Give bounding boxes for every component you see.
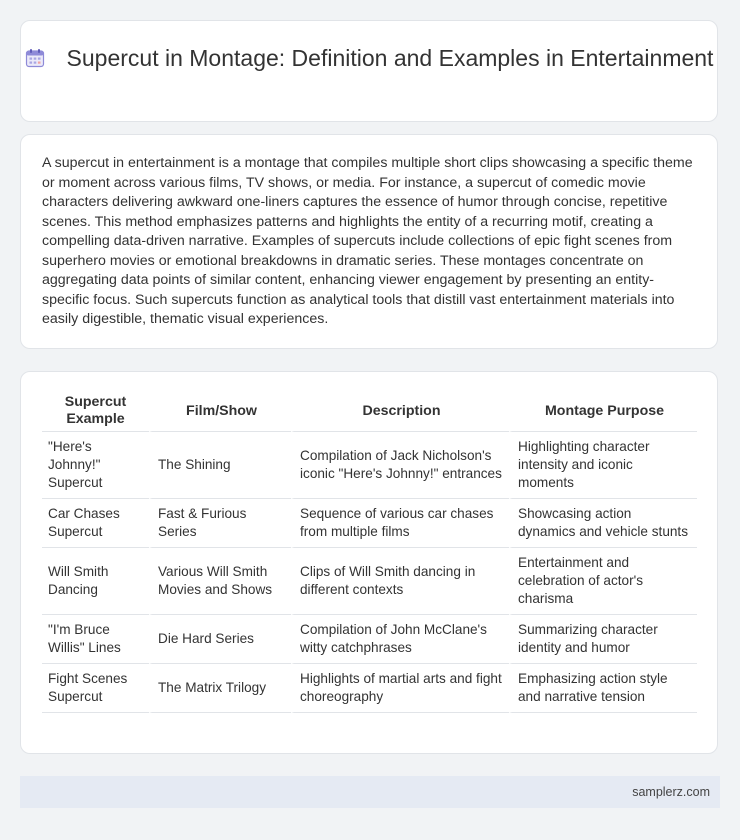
table-cell: Summarizing character identity and humor xyxy=(509,615,697,664)
table-cell: Highlights of martial arts and fight choreography xyxy=(291,664,509,713)
table-cell: The Shining xyxy=(149,432,291,499)
column-header: Description xyxy=(291,390,509,432)
intro-card xyxy=(20,134,718,349)
table-cell: Fast & Furious Series xyxy=(149,499,291,548)
column-header: Montage Purpose xyxy=(509,390,697,432)
table-cell: Highlighting character intensity and iconic moments xyxy=(509,432,697,499)
table-cell: Fight Scenes Supercut xyxy=(42,664,149,713)
table-row xyxy=(42,499,697,548)
supercut-table xyxy=(42,390,697,713)
title-card xyxy=(20,20,718,122)
table-cell: Compilation of John McClane's witty catchphrases xyxy=(291,615,509,664)
table-cell: Die Hard Series xyxy=(149,615,291,664)
column-header: Supercut Example xyxy=(42,390,149,432)
column-header: Film/Show xyxy=(149,390,291,432)
table-header-row xyxy=(42,390,697,432)
footer-site-link[interactable]: samplerz.com xyxy=(632,785,710,799)
table-cell: Clips of Will Smith dancing in different contexts xyxy=(291,548,509,615)
footer-bar xyxy=(20,776,720,808)
table-cell: Will Smith Dancing xyxy=(42,548,149,615)
table-cell: Car Chases Supercut xyxy=(42,499,149,548)
calendar-icon xyxy=(25,48,45,68)
table-cell: "Here's Johnny!" Supercut xyxy=(42,432,149,499)
table-cell: The Matrix Trilogy xyxy=(149,664,291,713)
table-cell: "I'm Bruce Willis" Lines xyxy=(42,615,149,664)
table-cell: Showcasing action dynamics and vehicle stunts xyxy=(509,499,697,548)
table-cell: Entertainment and celebration of actor's charisma xyxy=(509,548,697,615)
table-cell: Emphasizing action style and narrative tension xyxy=(509,664,697,713)
table-cell: Compilation of Jack Nicholson's iconic "Here's Johnny!" entrances xyxy=(291,432,509,499)
table-cell: Sequence of various car chases from multiple films xyxy=(291,499,509,548)
intro-paragraph: A supercut in entertainment is a montage that compiles multiple short clips showcasing a specific theme or moment across various films, TV shows, or media. For instance, a supercut of comedic movie characters delivering awkward one-liners captures the essence of humor through concise, repetitive scenes. This method emphasizes patterns and highlights the entity of a recurring motif, creating a compelling data-driven narrative. Examples of supercuts include collections of epic fight scenes from superhero movies or emotional breakdowns in dramatic series. These montages concentrate on aggregating data points of similar content, enhancing viewer engagement by presenting an entity-specific focus. Such supercuts function as analytical tools that distill vast entertainment materials into easily digestible, thematic visual experiences. xyxy=(42,155,693,327)
table-row xyxy=(42,548,697,615)
page-title-block xyxy=(21,44,717,73)
table-row xyxy=(42,664,697,713)
table-row xyxy=(42,615,697,664)
table-card xyxy=(20,371,718,754)
table-row xyxy=(42,432,697,499)
page-title: Supercut in Montage: Definition and Examples in Entertainment xyxy=(66,45,714,71)
table-cell: Various Will Smith Movies and Shows xyxy=(149,548,291,615)
